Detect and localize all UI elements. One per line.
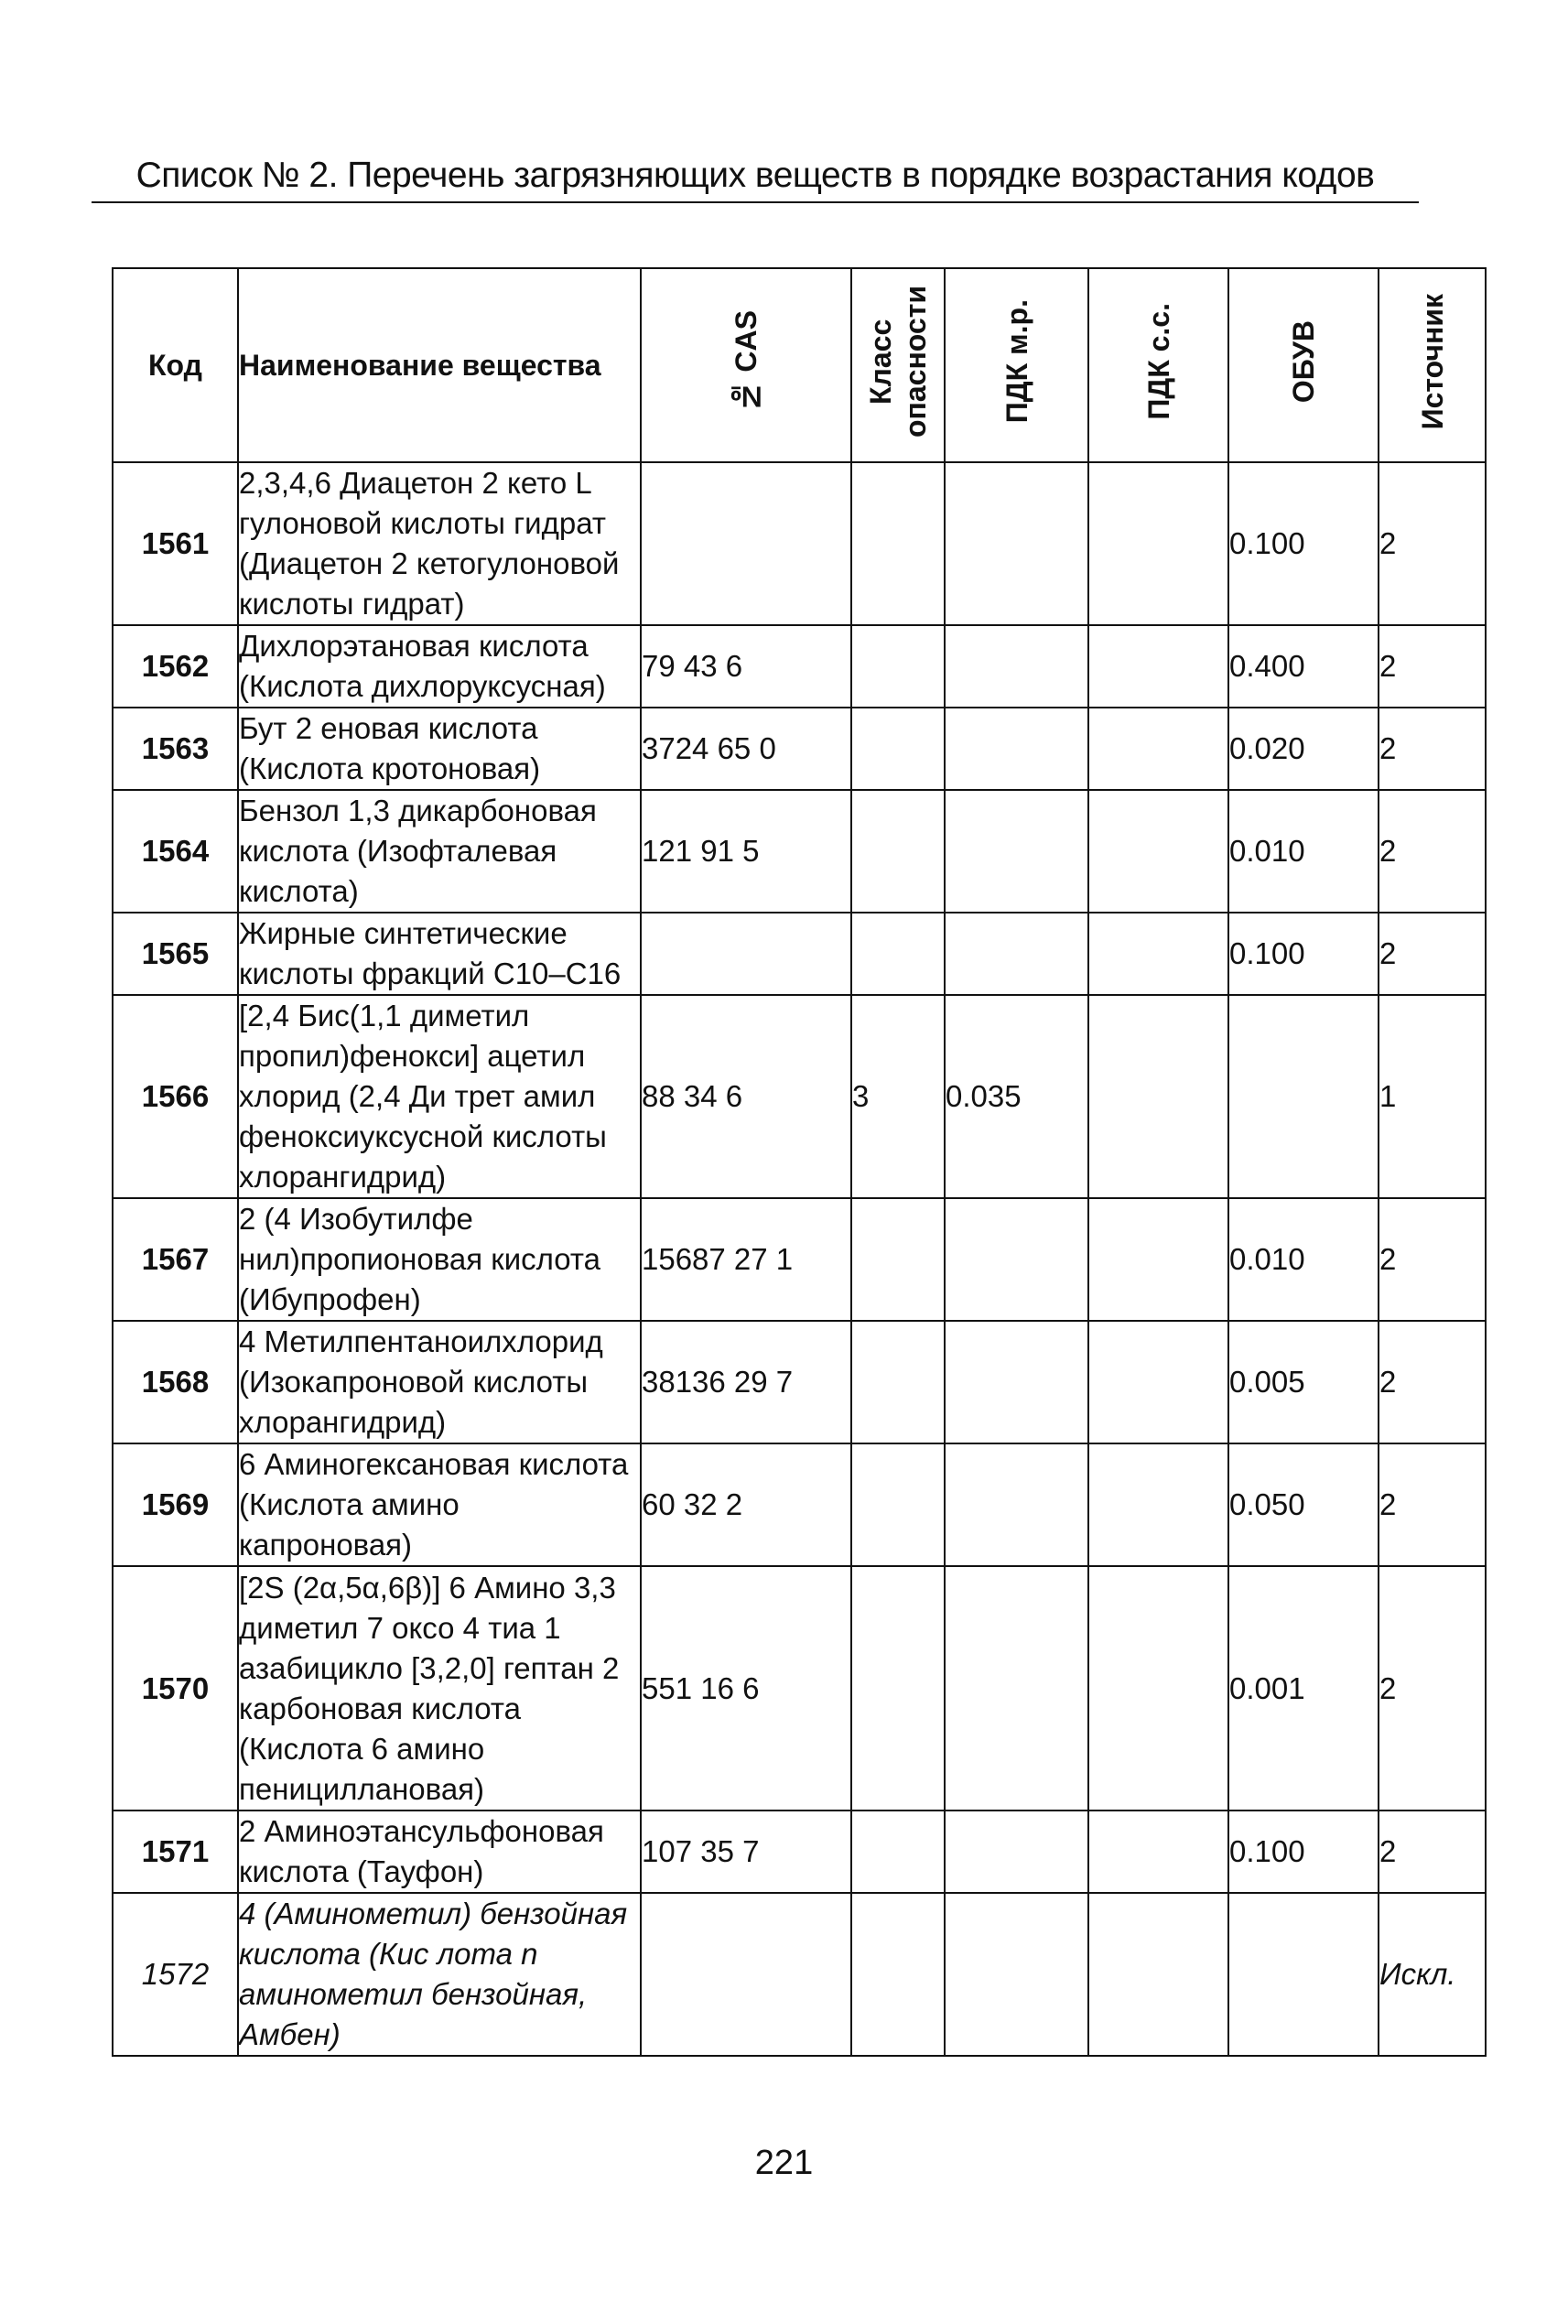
row-obuv: 0.020 <box>1228 708 1379 790</box>
row-cas: 15687 27 1 <box>641 1198 851 1321</box>
row-name: 4 Метилпентаноилхлорид (Изокапроновой кислоты хлорангидрид) <box>238 1321 641 1443</box>
row-hazard-class <box>851 625 945 708</box>
row-code: 1569 <box>113 1443 238 1566</box>
row-name: Дихлорэтановая кислота (Кислота дихлоруксусная) <box>238 625 641 708</box>
row-source: 2 <box>1379 790 1486 913</box>
row-pdk-ss <box>1088 625 1228 708</box>
row-source: Искл. <box>1379 1893 1486 2056</box>
table-row <box>113 625 1486 708</box>
row-source: 2 <box>1379 1321 1486 1443</box>
row-name: 2 Аминоэтансульфоновая кислота (Тауфон) <box>238 1811 641 1893</box>
row-hazard-class <box>851 1893 945 2056</box>
row-cas <box>641 913 851 995</box>
row-name: 2,3,4,6 Диацетон 2 кето L гулоновой кислоты гидрат (Диацетон 2 кетогулоновой кислоты гидрат) <box>238 462 641 625</box>
row-obuv: 0.005 <box>1228 1321 1379 1443</box>
row-code: 1565 <box>113 913 238 995</box>
row-obuv <box>1228 1893 1379 2056</box>
row-name: [2S (2α,5α,6β)] 6 Амино 3,3 диметил 7 оксо 4 тиа 1 азабицикло [3,2,0] гептан 2 карбоновая кислота (Кислота 6 амино пенициллановая) <box>238 1566 641 1811</box>
row-obuv: 0.100 <box>1228 462 1379 625</box>
row-source: 2 <box>1379 462 1486 625</box>
table-row <box>113 1566 1486 1811</box>
row-name: 6 Аминогексановая кислота (Кислота амино капроновая) <box>238 1443 641 1566</box>
row-obuv: 0.010 <box>1228 1198 1379 1321</box>
row-code: 1562 <box>113 625 238 708</box>
page-title: Список № 2. Перечень загрязняющих веществ в порядке возрастания кодов <box>135 156 1375 195</box>
row-pdk-ss <box>1088 708 1228 790</box>
row-hazard-class <box>851 913 945 995</box>
row-pdk-mr <box>945 708 1088 790</box>
header-code: Код <box>113 268 238 462</box>
table-row <box>113 462 1486 625</box>
row-obuv: 0.050 <box>1228 1443 1379 1566</box>
header-source-label: Источник <box>1415 293 1449 430</box>
table-row <box>113 708 1486 790</box>
header-source <box>1379 268 1486 462</box>
row-pdk-ss <box>1088 462 1228 625</box>
row-pdk-ss <box>1088 913 1228 995</box>
row-pdk-ss <box>1088 1198 1228 1321</box>
row-hazard-class <box>851 1566 945 1811</box>
title-divider <box>92 201 1419 203</box>
row-pdk-ss <box>1088 790 1228 913</box>
header-pdk-ss-label: ПДК с.с. <box>1141 303 1175 420</box>
header-cas-label: № CAS <box>730 309 762 414</box>
row-name: 2 (4 Изобутилфе нил)пропионовая кислота (Ибупрофен) <box>238 1198 641 1321</box>
table-row <box>113 1198 1486 1321</box>
substances-table <box>112 267 1487 2057</box>
row-pdk-mr <box>945 1443 1088 1566</box>
row-hazard-class <box>851 462 945 625</box>
row-code: 1568 <box>113 1321 238 1443</box>
row-source: 2 <box>1379 1443 1486 1566</box>
row-cas: 107 35 7 <box>641 1811 851 1893</box>
row-code: 1572 <box>113 1893 238 2056</box>
row-hazard-class <box>851 708 945 790</box>
row-code: 1566 <box>113 995 238 1198</box>
row-hazard-class <box>851 1811 945 1893</box>
row-obuv: 0.400 <box>1228 625 1379 708</box>
table-row <box>113 790 1486 913</box>
row-pdk-ss <box>1088 995 1228 1198</box>
row-cas <box>641 462 851 625</box>
row-code: 1567 <box>113 1198 238 1321</box>
row-pdk-ss <box>1088 1443 1228 1566</box>
header-cas <box>641 268 851 462</box>
row-name: Бензол 1,3 дикарбоновая кислота (Изофталевая кислота) <box>238 790 641 913</box>
row-pdk-mr: 0.035 <box>945 995 1088 1198</box>
row-cas: 38136 29 7 <box>641 1321 851 1443</box>
header-hazard-class-label: Класс опасности <box>864 285 932 438</box>
row-pdk-mr <box>945 913 1088 995</box>
row-obuv <box>1228 995 1379 1198</box>
row-source: 2 <box>1379 1811 1486 1893</box>
table-header-row <box>113 268 1486 462</box>
row-hazard-class <box>851 1198 945 1321</box>
row-code: 1561 <box>113 462 238 625</box>
row-pdk-ss <box>1088 1566 1228 1811</box>
row-pdk-mr <box>945 1321 1088 1443</box>
row-hazard-class <box>851 790 945 913</box>
row-name: 4 (Аминометил) бензойная кислота (Кис лота n аминометил бензойная, Амбен) <box>238 1893 641 2056</box>
row-name: [2,4 Бис(1,1 диметил пропил)фенокси] ацетил хлорид (2,4 Ди трет амил феноксиуксусной кислоты хлорангидрид) <box>238 995 641 1198</box>
row-name-text: Жирные синтетические кислоты фракций <box>239 916 568 990</box>
row-hazard-class <box>851 1443 945 1566</box>
row-source: 2 <box>1379 1198 1486 1321</box>
row-hazard-class: 3 <box>851 995 945 1198</box>
row-source: 2 <box>1379 913 1486 995</box>
row-name <box>238 913 641 995</box>
header-pdk-mr <box>945 268 1088 462</box>
row-pdk-ss <box>1088 1811 1228 1893</box>
row-code: 1570 <box>113 1566 238 1811</box>
row-obuv: 0.100 <box>1228 1811 1379 1893</box>
row-pdk-mr <box>945 1893 1088 2056</box>
row-name: Бут 2 еновая кислота (Кислота кротоновая) <box>238 708 641 790</box>
header-hazard-class <box>851 268 945 462</box>
row-cas <box>641 1893 851 2056</box>
row-name-fraction: C10–C16 <box>492 957 622 990</box>
row-source: 1 <box>1379 995 1486 1198</box>
row-source: 2 <box>1379 708 1486 790</box>
row-pdk-mr <box>945 1811 1088 1893</box>
row-pdk-ss <box>1088 1893 1228 2056</box>
row-cas: 88 34 6 <box>641 995 851 1198</box>
header-pdk-mr-label: ПДК м.р. <box>1000 299 1033 424</box>
row-code: 1563 <box>113 708 238 790</box>
table-row <box>113 1321 1486 1443</box>
row-source: 2 <box>1379 625 1486 708</box>
header-obuv-label: ОБУВ <box>1287 319 1320 404</box>
header-name: Наименование вещества <box>238 268 641 462</box>
row-obuv: 0.010 <box>1228 790 1379 913</box>
row-code: 1564 <box>113 790 238 913</box>
table-row <box>113 1811 1486 1893</box>
row-pdk-mr <box>945 790 1088 913</box>
row-pdk-mr <box>945 1566 1088 1811</box>
row-cas: 79 43 6 <box>641 625 851 708</box>
page-number: 221 <box>754 2144 814 2182</box>
row-source: 2 <box>1379 1566 1486 1811</box>
header-obuv <box>1228 268 1379 462</box>
row-pdk-mr <box>945 1198 1088 1321</box>
row-cas: 121 91 5 <box>641 790 851 913</box>
header-pdk-ss <box>1088 268 1228 462</box>
row-pdk-mr <box>945 625 1088 708</box>
row-cas: 60 32 2 <box>641 1443 851 1566</box>
row-cas: 3724 65 0 <box>641 708 851 790</box>
table-row <box>113 1443 1486 1566</box>
table-row <box>113 1893 1486 2056</box>
table-row <box>113 995 1486 1198</box>
row-cas: 551 16 6 <box>641 1566 851 1811</box>
row-pdk-mr <box>945 462 1088 625</box>
row-obuv: 0.100 <box>1228 913 1379 995</box>
row-obuv: 0.001 <box>1228 1566 1379 1811</box>
row-hazard-class <box>851 1321 945 1443</box>
row-code: 1571 <box>113 1811 238 1893</box>
row-pdk-ss <box>1088 1321 1228 1443</box>
table-row <box>113 913 1486 995</box>
